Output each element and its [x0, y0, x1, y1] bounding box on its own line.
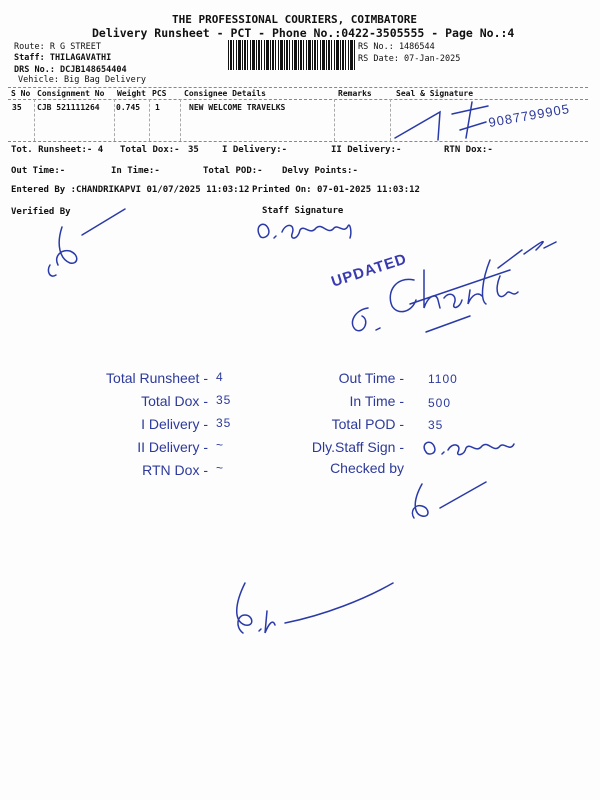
summary-value: ~ [216, 461, 225, 475]
table-bottom-rule [8, 141, 588, 142]
total-dox-label: Total Dox:- [120, 145, 180, 155]
summary-value: 1100 [428, 372, 458, 386]
checked-by-signature [400, 478, 490, 523]
rs-date: RS Date: 07-Jan-2025 [358, 54, 461, 64]
summary-value: 35 [216, 393, 232, 407]
col-consignment: Consignment No [37, 89, 105, 98]
cell-consignee: NEW WELCOME TRAVELKS [189, 103, 286, 112]
summary-value: 4 [216, 370, 224, 384]
summary-label: RTN Dox - [142, 462, 208, 478]
summary-value: 35 [216, 416, 232, 430]
col-divider [114, 99, 115, 141]
summary-label: Total POD - [331, 416, 404, 432]
col-divider [149, 99, 150, 141]
total-dox-value: 35 [188, 145, 199, 155]
col-divider [34, 99, 35, 141]
out-time-label: Out Time:- [11, 166, 66, 176]
cell-weight: 0.745 [116, 103, 141, 112]
staff-label: Staff: THILAGAVATHI [14, 53, 112, 63]
col-divider [180, 99, 181, 141]
summary-label: Total Runsheet - [106, 370, 208, 386]
cell-pcs: 1 [155, 103, 160, 112]
company-title: THE PROFESSIONAL COURIERS, COIMBATORE [172, 13, 418, 26]
summary-label: Checked by [330, 460, 404, 476]
rs-number: RS No.: 1486544 [358, 42, 435, 52]
rtn-dox-label: RTN Dox:- [444, 145, 493, 155]
col-sno: S No [11, 89, 31, 98]
entered-by: Entered By :CHANDRIKAPVI 01/07/2025 11:03:12 [11, 185, 250, 195]
table-header-rule [8, 99, 588, 100]
summary-label: Total Dox - [141, 393, 208, 409]
col-pcs: PCS [152, 89, 167, 98]
total-pod-label: Total POD:- [203, 166, 263, 176]
handwritten-phone: 9087799905 [487, 100, 571, 131]
summary-label: Out Time - [338, 370, 404, 386]
delvy-points-label: Delvy Points:- [282, 166, 358, 176]
col-divider [334, 99, 335, 141]
tot-runsheet: Tot. Runsheet:- 4 [11, 145, 104, 155]
dly-staff-signature [420, 436, 520, 460]
route-label: Route: R G STREET [14, 42, 101, 52]
summary-label: I Delivery - [141, 416, 208, 432]
ii-delivery-label: II Delivery:- [331, 145, 402, 155]
summary-label: In Time - [349, 393, 404, 409]
summary-label: II Delivery - [137, 439, 208, 455]
col-seal-signature: Seal & Signature [396, 89, 474, 98]
bottom-signature [225, 575, 400, 645]
i-delivery-label: I Delivery:- [222, 145, 288, 155]
col-weight: Weight [117, 89, 146, 98]
runsheet-title: Delivery Runsheet - PCT - Phone No.:0422-3505555 - Page No.:4 [92, 26, 515, 40]
vehicle-label: Vehicle: Big Bag Delivery [18, 75, 146, 85]
row-signature [390, 100, 500, 145]
in-time-label: In Time:- [111, 166, 160, 176]
summary-value: 35 [428, 418, 444, 432]
col-remarks: Remarks [338, 89, 372, 98]
col-consignee: Consignee Details [184, 89, 266, 98]
verified-by-label: Verified By [11, 207, 71, 217]
verified-signature [30, 205, 130, 285]
barcode-image [228, 40, 356, 70]
table-top-rule [8, 87, 588, 88]
printed-on: Printed On: 07-01-2025 11:03:12 [252, 185, 420, 195]
summary-value: ~ [216, 438, 225, 452]
large-signature [340, 220, 560, 340]
summary-label: Dly.Staff Sign - [311, 439, 404, 455]
updated-stamp: UPDATED [329, 250, 410, 291]
cell-sno: 35 [12, 103, 22, 112]
drs-label: DRS No.: DCJB148654404 [14, 65, 127, 75]
staff-signature-label: Staff Signature [262, 206, 344, 216]
cell-consignment: CJB 521111264 [37, 103, 100, 112]
summary-value: 500 [428, 396, 452, 410]
